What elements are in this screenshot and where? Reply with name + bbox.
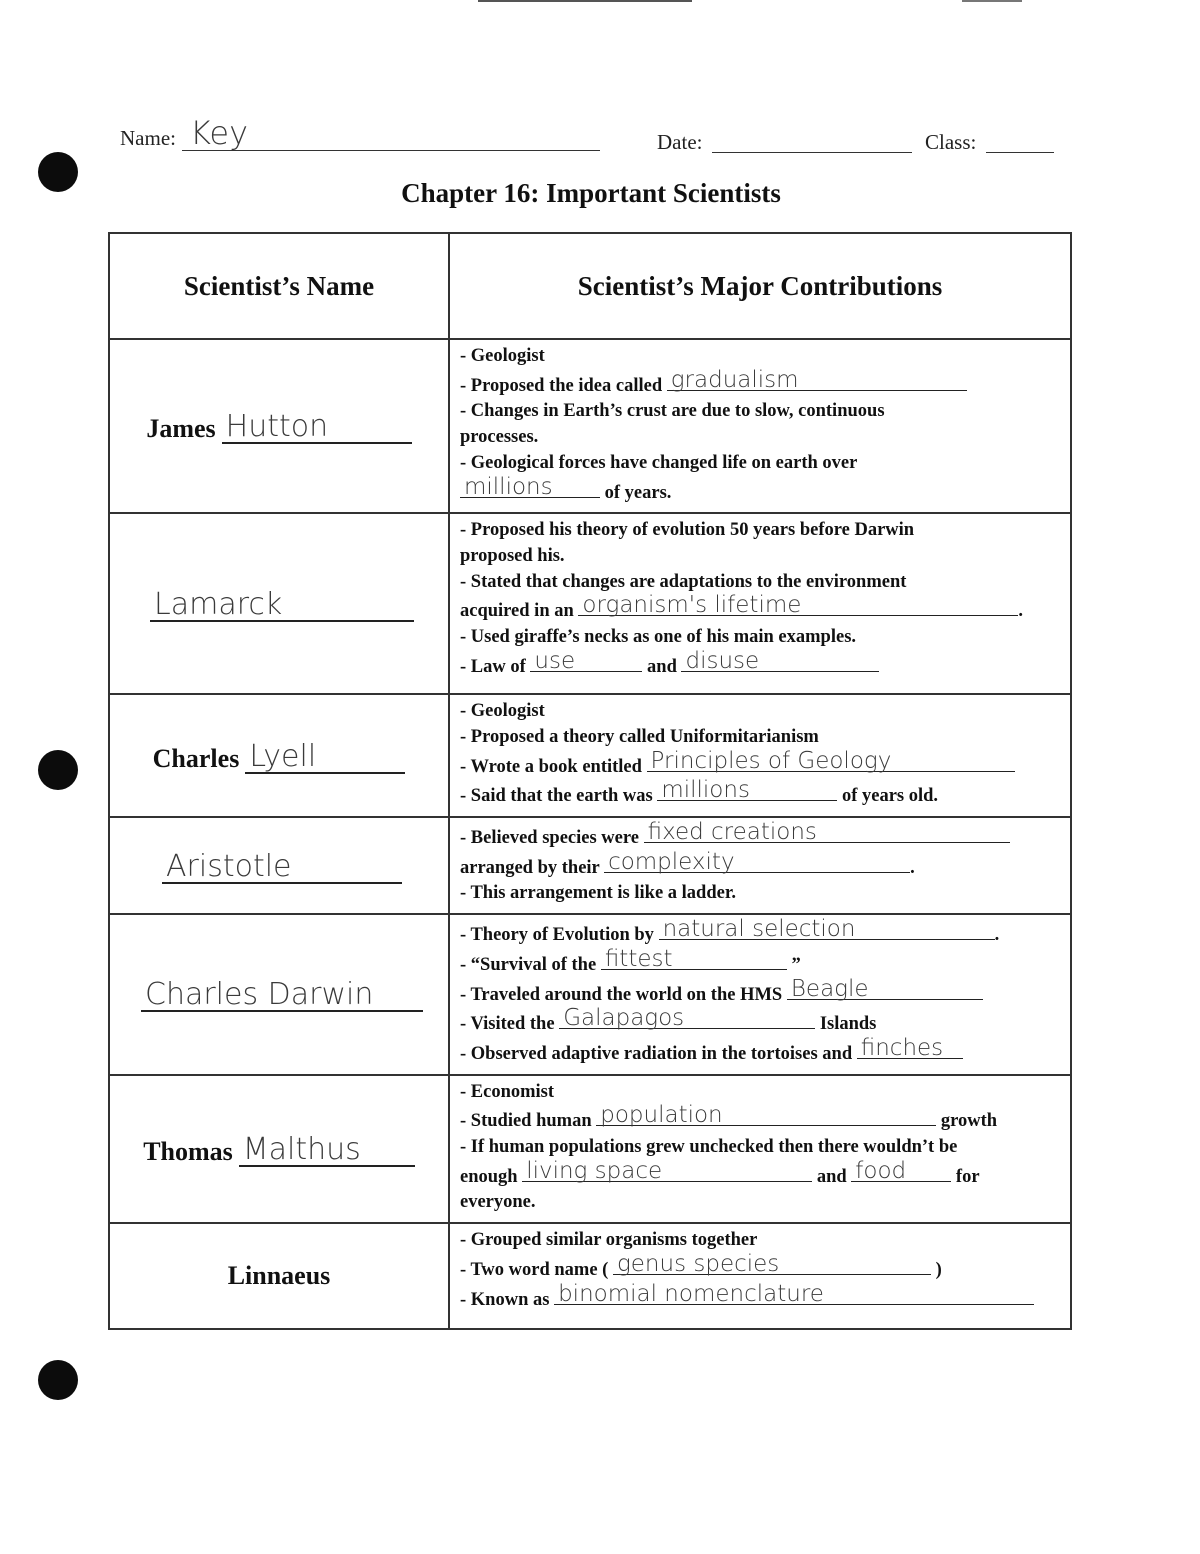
table-row <box>109 513 1071 694</box>
line-text: - Theory of Evolution by <box>460 925 654 946</box>
date-field[interactable] <box>712 152 912 153</box>
name-answer-blank[interactable] <box>239 1131 415 1167</box>
line-text: - Believed species were <box>460 828 639 849</box>
answer-blank[interactable] <box>681 647 879 674</box>
answer-text: millions <box>661 777 750 804</box>
contribution-line: proposed his. <box>460 545 565 566</box>
line-text: arranged by their <box>460 857 600 878</box>
line-text: and <box>647 656 677 677</box>
contribution-line <box>460 747 1062 781</box>
line-text: - “Survival of the <box>460 954 597 975</box>
name-answer-blank[interactable] <box>222 408 412 444</box>
answer-text: fittest <box>604 945 673 972</box>
line-text: of years old. <box>841 786 939 807</box>
name-answer: Malthus <box>242 1131 361 1167</box>
contribution-line: processes. <box>460 427 539 448</box>
answer-blank[interactable] <box>613 1250 931 1277</box>
line-text: . <box>910 857 915 878</box>
contribution-line <box>460 1102 1062 1135</box>
name-answer-blank[interactable] <box>245 738 405 774</box>
contribution-line <box>460 647 1062 681</box>
line-text: Islands <box>819 1014 877 1035</box>
contributions-cell <box>449 817 1071 914</box>
line-text: ” <box>791 954 801 975</box>
name-answer-blank[interactable] <box>141 976 423 1012</box>
answer-text: living space <box>526 1157 663 1184</box>
contribution-line <box>460 366 1062 400</box>
class-label: Class: <box>925 130 977 154</box>
contributions-cell <box>449 914 1071 1075</box>
answer-text: Beagle <box>790 975 869 1002</box>
table-row <box>109 339 1071 513</box>
page-title: Chapter 16: Important Scientists <box>401 178 781 208</box>
table-row <box>109 694 1071 817</box>
answer-blank[interactable] <box>787 975 983 1002</box>
line-text: growth <box>940 1111 998 1132</box>
contribution-line <box>460 777 1062 810</box>
contribution-line <box>460 473 1062 507</box>
name-answer: Charles Darwin <box>145 977 374 1013</box>
line-text: - Law of <box>460 656 526 677</box>
contribution-line: - Grouped similar organisms together <box>460 1230 758 1251</box>
answer-text: millions <box>464 473 553 500</box>
scientist-name-prefix: Charles <box>152 743 240 773</box>
answer-blank[interactable] <box>596 1102 936 1129</box>
line-text: of years. <box>604 482 672 503</box>
answer-blank[interactable] <box>554 1280 1034 1307</box>
scientist-name-cell <box>109 914 449 1075</box>
answer-text: natural selection <box>662 916 856 943</box>
contribution-line <box>460 592 1062 625</box>
contributions-cell <box>449 339 1071 513</box>
contribution-line <box>460 916 1062 949</box>
contribution-line: - Used giraffe’s necks as one of his main examples. <box>460 627 857 648</box>
answer-blank[interactable] <box>851 1157 951 1184</box>
answer-text: finches <box>860 1034 944 1061</box>
contribution-line <box>460 819 1062 852</box>
line-text: - Wrote a book entitled <box>460 756 642 777</box>
column-header-name: Scientist’s Name <box>109 233 449 339</box>
answer-text: fixed creations <box>647 819 817 846</box>
line-text: - Observed adaptive radiation in the tortoises and <box>460 1043 853 1064</box>
contribution-line <box>460 1280 1062 1314</box>
table-row <box>109 1075 1071 1224</box>
binder-hole <box>38 1360 78 1400</box>
scientists-table <box>108 232 1072 1330</box>
contribution-line: - Economist <box>460 1081 555 1102</box>
binder-hole <box>38 750 78 790</box>
answer-blank[interactable] <box>604 848 910 875</box>
name-answer: Aristotle <box>166 848 292 884</box>
answer-blank[interactable] <box>644 819 1010 846</box>
scientist-name-prefix: James <box>146 414 216 444</box>
contribution-line: - Geological forces have changed life on earth over <box>460 452 858 473</box>
name-answer: Hutton <box>225 409 329 445</box>
line-text: - Visited the <box>460 1014 555 1035</box>
contribution-line <box>460 1157 1062 1191</box>
contribution-line <box>460 945 1062 979</box>
contribution-line: - Geologist <box>460 346 545 366</box>
contributions-cell <box>449 1223 1071 1329</box>
contribution-line: - This arrangement is like a ladder. <box>460 883 736 904</box>
date-label: Date: <box>657 130 703 154</box>
answer-blank[interactable] <box>601 945 787 972</box>
answer-blank[interactable] <box>460 473 600 500</box>
answer-blank[interactable] <box>559 1005 815 1032</box>
answer-text: complexity <box>608 848 735 875</box>
answer-text: food <box>855 1157 907 1184</box>
answer-blank[interactable] <box>659 916 995 943</box>
name-value: Key <box>190 114 249 152</box>
table-header-row <box>109 233 1071 339</box>
scan-edge-line <box>962 0 1022 2</box>
name-answer: Lamarck <box>154 586 283 622</box>
answer-text: population <box>600 1102 723 1129</box>
answer-blank[interactable] <box>857 1034 963 1061</box>
contribution-line: everyone. <box>460 1192 536 1213</box>
line-text: - Two word name ( <box>460 1259 609 1280</box>
line-text: . <box>994 925 1000 946</box>
answer-blank[interactable] <box>657 777 837 804</box>
contribution-line: - Stated that changes are adaptations to the environment <box>460 571 907 592</box>
contributions-cell <box>449 1075 1071 1224</box>
answer-text: genus species <box>616 1250 780 1277</box>
line-text: - Studied human <box>460 1111 592 1132</box>
line-text: for <box>955 1166 980 1187</box>
table-row <box>109 914 1071 1075</box>
scientist-name-cell <box>109 694 449 817</box>
answer-blank[interactable] <box>578 592 1018 619</box>
scientist-name-cell <box>109 339 449 513</box>
contribution-line: - Proposed his theory of evolution 50 years before Darwin <box>460 520 915 541</box>
answer-text: organism's lifetime <box>582 592 802 619</box>
scientist-name-cell <box>109 513 449 694</box>
line-text: - Said that the earth was <box>460 786 653 807</box>
contributions-cell <box>449 694 1071 817</box>
answer-blank[interactable] <box>530 647 642 674</box>
name-answer: Lyell <box>249 738 317 774</box>
table-row <box>109 817 1071 914</box>
contribution-line <box>460 975 1062 1009</box>
line-text: . <box>1018 601 1024 622</box>
name-label: Name: <box>120 126 176 150</box>
line-text: - Traveled around the world on the HMS <box>460 984 783 1005</box>
scientist-name-cell <box>109 1075 449 1224</box>
scientist-name: Linnaeus <box>227 1261 331 1291</box>
contribution-line: - Changes in Earth’s crust are due to slow, continuous <box>460 401 885 422</box>
answer-text: Galapagos <box>563 1005 685 1032</box>
answer-text: disuse <box>685 647 760 674</box>
answer-blank[interactable] <box>667 366 967 393</box>
line-text: enough <box>460 1166 518 1187</box>
line-text: - Known as <box>460 1289 550 1310</box>
answer-text: binomial nomenclature <box>558 1280 824 1307</box>
answer-text: use <box>534 647 576 674</box>
line-text: ) <box>935 1259 942 1280</box>
name-answer-blank[interactable] <box>162 848 402 884</box>
answer-blank[interactable] <box>522 1157 812 1184</box>
scientist-name-cell <box>109 1223 449 1329</box>
contribution-line: - Proposed a theory called Uniformitarianism <box>460 726 819 747</box>
table-row <box>109 1223 1071 1329</box>
contribution-line <box>460 1034 1062 1068</box>
scientist-name-cell <box>109 817 449 914</box>
answer-blank[interactable] <box>647 747 1015 774</box>
scientist-name-prefix: Thomas <box>143 1136 233 1166</box>
line-text: acquired in an <box>460 601 574 622</box>
scan-edge-line <box>478 0 692 2</box>
contributions-cell <box>449 513 1071 694</box>
contribution-line: - Geologist <box>460 701 545 722</box>
line-text: and <box>816 1166 847 1187</box>
answer-text: Principles of Geology <box>650 747 892 774</box>
column-header-contributions: Scientist’s Major Contributions <box>449 233 1071 339</box>
answer-text: gradualism <box>670 366 799 393</box>
line-text: - Proposed the idea called <box>460 375 663 396</box>
name-answer-blank[interactable] <box>150 586 414 622</box>
contribution-line <box>460 1005 1062 1038</box>
class-field[interactable] <box>986 152 1054 153</box>
contribution-line <box>460 848 1062 882</box>
contribution-line <box>460 1250 1062 1284</box>
contribution-line: - If human populations grew unchecked then there wouldn’t be <box>460 1137 958 1158</box>
